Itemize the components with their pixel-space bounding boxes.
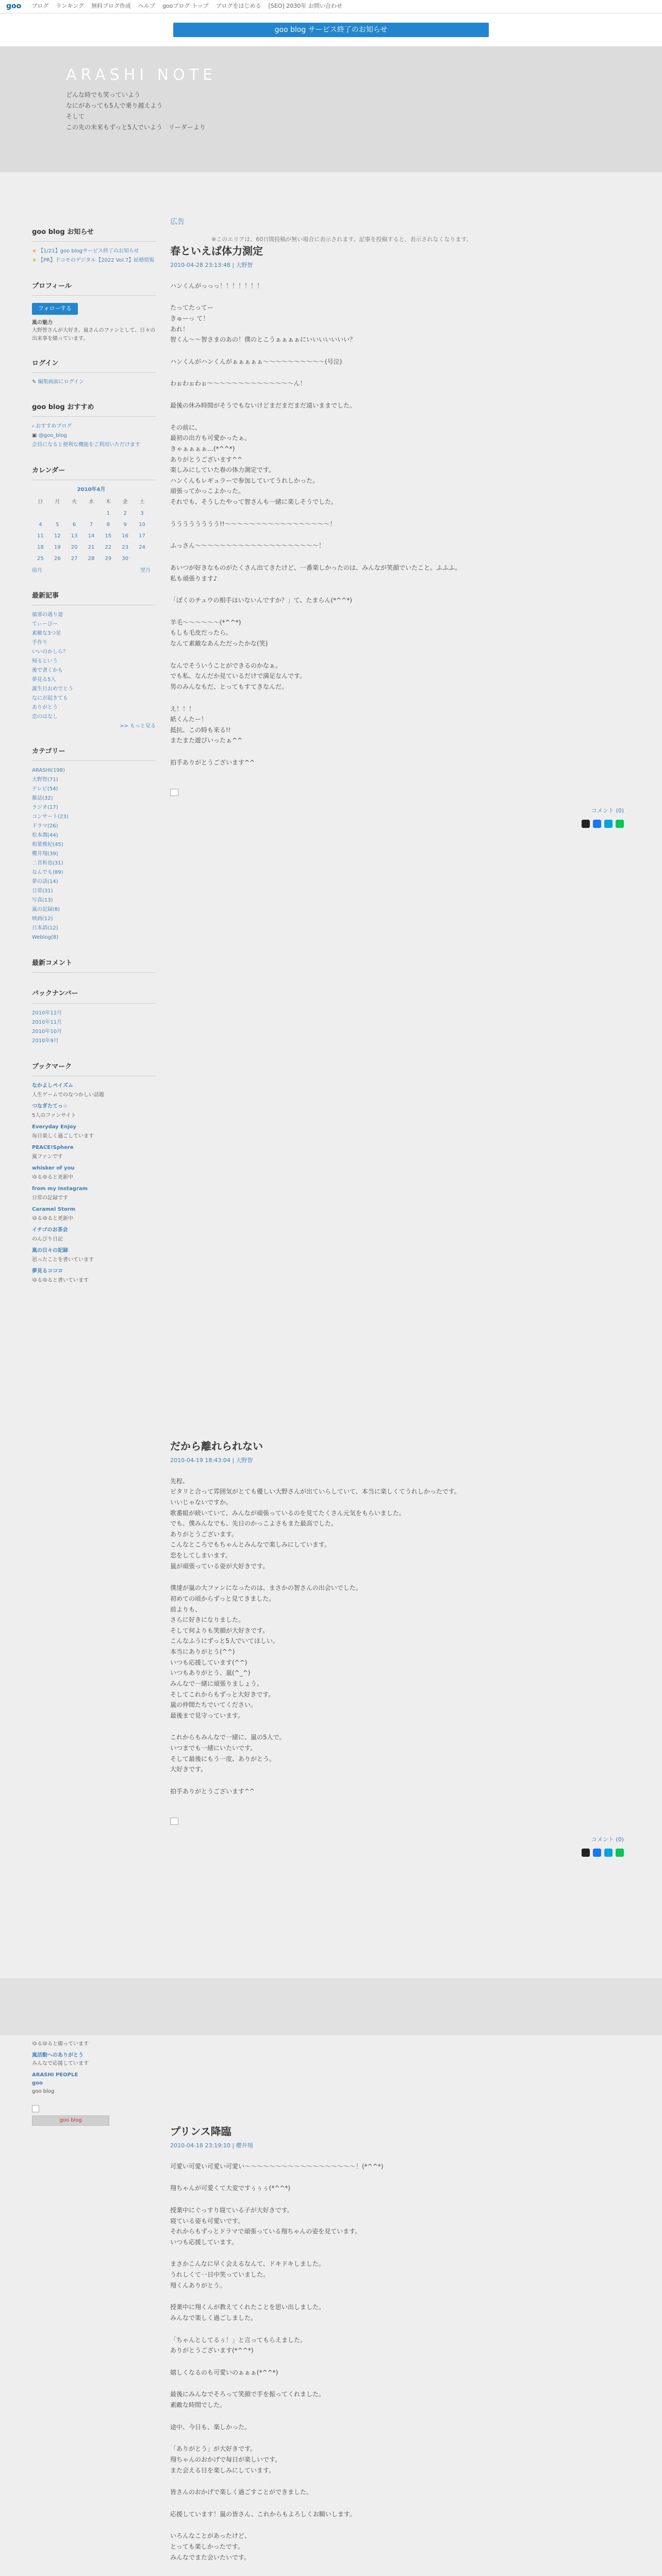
- service-end-notice[interactable]: goo blog サービス終了のお知らせ: [173, 23, 489, 37]
- calendar-day[interactable]: 15: [105, 533, 112, 539]
- bookmark-item: [32, 1143, 156, 1162]
- list-item: [32, 1009, 156, 1018]
- profile-heading: プロフィール: [32, 281, 156, 296]
- category-link[interactable]: ドラマ(26): [32, 823, 58, 829]
- goo-logo[interactable]: goo: [6, 2, 22, 10]
- list-item: [32, 905, 156, 914]
- bookmark-item: [32, 1164, 156, 1182]
- category-link[interactable]: 櫻井翔(39): [32, 851, 58, 857]
- category-link[interactable]: 映画(12): [32, 916, 53, 922]
- article-paragraph: その前に、 最初の出方も可愛かったぁ。 きゃぁぁぁぁ…(*^^*) ありがとうございます^^ 楽しみにしていた春の体力測定です。 ハンくんもレギュラーで参加していてうれしかった。 頑張ってかっこよかった。 それでも、そうしたやって智さんも一緒に楽しそうでした。: [170, 423, 338, 506]
- bookmark-desc: 嵐ファンです: [32, 1154, 63, 1160]
- chevron-right-icon: ›: [32, 423, 34, 430]
- bookmark-link[interactable]: つなぎたてっ☆: [32, 1103, 68, 1109]
- backnumber-link[interactable]: 2010年9月: [32, 1038, 59, 1044]
- backnumber-link[interactable]: 2010年12月: [32, 1010, 62, 1016]
- comment-link[interactable]: コメント (0): [591, 1836, 624, 1843]
- article-title[interactable]: プリンス降臨: [170, 2125, 231, 2138]
- article-paragraph: 拍手ありがとうございます^^: [170, 759, 255, 767]
- category-link[interactable]: 嵐の記録(8): [32, 907, 60, 913]
- blog-description: どんな時でも笑っていよう なにがあっても5人で乗り越えよう そして この先の未来もずっと5人でいよう リーダーより: [66, 91, 206, 131]
- article-paragraph: 嬉しくなるのも可愛いのぁぁぁ(*^^*): [170, 2368, 278, 2376]
- category-link[interactable]: 大野智(71): [32, 777, 58, 783]
- list-item: [32, 685, 156, 694]
- calendar-day[interactable]: 6: [72, 521, 76, 528]
- recommend-link-3[interactable]: 会員になると便利な機能をご利用いただけます: [32, 442, 140, 448]
- calendar-day[interactable]: 19: [54, 544, 61, 550]
- top-link-extra[interactable]: [SEO] 2030年 お問い合わせ: [268, 3, 342, 10]
- bookmark-desc: 日常の記録です: [32, 1195, 68, 1201]
- calendar-day: [83, 507, 100, 519]
- article-paragraph: いろんなことがあったけど、 とっても楽しかったです。 みんなでまた会いたいです。: [170, 2532, 251, 2561]
- x-share-icon[interactable]: [582, 1849, 590, 1857]
- category-link[interactable]: テレビ(54): [32, 786, 58, 792]
- calendar-weekday: 水: [88, 499, 94, 505]
- calendar-day[interactable]: 17: [139, 533, 145, 539]
- category-link[interactable]: 二宮和也(31): [32, 860, 63, 867]
- lower-head-2[interactable]: ARASHI PEOPLE: [32, 2072, 78, 2078]
- calendar-day[interactable]: 13: [71, 533, 78, 539]
- bookmark-item: [32, 1226, 156, 1244]
- sidebar-comments: [32, 958, 156, 973]
- list-item: [32, 822, 156, 831]
- follow-button[interactable]: フォローする: [32, 303, 78, 315]
- recent-article-link[interactable]: 誕生日おめでとう: [32, 686, 73, 692]
- calendar-weekday: 金: [122, 499, 128, 505]
- bookmark-link[interactable]: whisker of you: [32, 1165, 75, 1171]
- category-link[interactable]: 雑誌(32): [32, 795, 53, 802]
- calendar-day[interactable]: 11: [37, 533, 44, 539]
- article-paragraph: 途中、今日も、楽しかった。: [170, 2423, 251, 2431]
- bookmark-desc: 人生ゲームでのなつかしい話題: [32, 1092, 104, 1098]
- list-item: [32, 812, 156, 822]
- news-link-2[interactable]: 【PR】ドコモのデジタル【2022 Vol.7】結婚情報: [38, 258, 155, 264]
- calendar-weekday: 月: [55, 499, 60, 505]
- list-item: [32, 694, 156, 703]
- sidebar-recent: [32, 590, 156, 731]
- bookmark-desc: 毎日楽しく過ごしています: [32, 1133, 94, 1139]
- bookmark-desc: のんびり日記: [32, 1236, 63, 1242]
- list-item: [32, 713, 156, 722]
- blog-header: [0, 46, 662, 172]
- login-link[interactable]: 編集画面にログイン: [38, 379, 85, 385]
- ad-notice: ※このエリアは、60日間投稿が無い場合に表示されます。記事を投稿すると、表示されなくなります。: [211, 235, 472, 243]
- recent-heading: 最新記事: [32, 590, 156, 605]
- calendar-month: 2010年4月: [77, 487, 106, 493]
- article-paragraph: 皆さんのおかげで楽しく過ごすことができました。: [170, 2488, 313, 2496]
- article-title[interactable]: 春といえば体力測定: [170, 245, 263, 257]
- edit-icon: ✎: [32, 379, 37, 385]
- recent-article-link[interactable]: 夢見る5人: [32, 677, 56, 683]
- bookmark-desc: ゆるゆると更新中: [32, 1215, 73, 1222]
- news-link-1[interactable]: 【1/21】goo blogサービス終了のお知らせ: [38, 248, 139, 255]
- calendar-day[interactable]: 14: [88, 533, 95, 539]
- article-body: [170, 1476, 624, 1797]
- bookmark-desc: 思ったことを書いています: [32, 1257, 94, 1263]
- goo-blog-badge[interactable]: goo blog: [32, 2115, 109, 2126]
- list-item: [32, 859, 156, 868]
- bookmark-desc: ゆるゆると更新中: [32, 1174, 73, 1180]
- calendar-day: [66, 507, 83, 519]
- backnumber-heading: バックナンバー: [32, 988, 156, 1003]
- sidebar-recommend: [32, 402, 156, 450]
- article-paragraph: 羊毛～～～～～～(*^^*) もしも毛皮だったら。 なんて素敵なあんただったかな(笑): [170, 618, 268, 648]
- list-item: [32, 850, 156, 859]
- sidebar: [32, 227, 156, 1301]
- bookmark-item: [32, 1123, 156, 1141]
- bookmark-item: [32, 1184, 156, 1203]
- list-item: [32, 666, 156, 675]
- calendar-day[interactable]: 16: [122, 533, 128, 539]
- category-link[interactable]: 写真(13): [32, 897, 53, 904]
- article-paragraph: これからもみんなで一緒に、嵐の5人で。 いつまでも一緒にいたいです。 そして最後にもう一度、ありがとう。 大好きです。: [170, 1734, 286, 1773]
- recent-article-link[interactable]: 後で書くかも: [32, 668, 63, 674]
- list-item: [32, 1027, 156, 1037]
- recommend-link-2[interactable]: @goo_blog: [38, 433, 67, 439]
- calendar-day[interactable]: 5: [56, 521, 59, 528]
- facebook-share-icon[interactable]: [593, 1849, 601, 1857]
- recent-more-link[interactable]: >> もっと見る: [120, 723, 156, 730]
- bookmark-link[interactable]: Caramel Storm: [32, 1206, 76, 1212]
- lower-head-1[interactable]: 嵐活動へのありがとう: [32, 2053, 84, 2058]
- bookmark-heading: ブックマーク: [32, 1061, 156, 1076]
- bookmark-item: [32, 1102, 156, 1121]
- article-paragraph: わぉわぉわぉ～～～～～～～～～～～～～～ん！: [170, 380, 306, 387]
- sidebar-backnumber: [32, 988, 156, 1045]
- hatena-share-icon[interactable]: [604, 1849, 613, 1857]
- category-link[interactable]: ラジオ(17): [32, 805, 58, 811]
- article-body: [170, 281, 624, 768]
- star-icon: ★: [32, 248, 37, 255]
- twitter-icon: ▣: [32, 433, 37, 439]
- article-paragraph: 「ぼくのチュウの相手はいないんですか？」て、たまらん(*^^*): [170, 597, 352, 604]
- x-share-icon[interactable]: [582, 820, 590, 828]
- recent-article-link[interactable]: 風邪の通り道: [32, 612, 63, 618]
- list-item: [32, 785, 156, 794]
- article-paragraph: ふっさん～～～～～～～～～～～～～～～～～～～～！: [170, 542, 325, 550]
- sidebar-categories: [32, 746, 156, 942]
- list-item: [32, 1018, 156, 1027]
- article-date[interactable]: 2010-04-28 23:13:48 | 大野智: [170, 262, 253, 268]
- list-item: [32, 703, 156, 713]
- lower-head-3[interactable]: goo: [32, 2080, 43, 2086]
- recommend-heading: goo blog おすすめ: [32, 402, 156, 417]
- article-paragraph: 翔ちゃんが可愛くて大変ですぅぅぅ(*^^*): [170, 2184, 291, 2192]
- calendar-day[interactable]: 4: [39, 521, 42, 528]
- calendar-day[interactable]: 21: [88, 544, 95, 550]
- bookmark-link[interactable]: なかよしペイズム: [32, 1082, 73, 1089]
- article-paragraph: たってたってー きゅーっ て！ あれ！ 智くん～～智さまのあの！僕のとこうぁぁぁぁにいいいいいいい？: [170, 304, 356, 344]
- login-heading: ログイン: [32, 358, 156, 373]
- list-item: [32, 629, 156, 638]
- article-paragraph: 最後にみんなでそろって笑顔で手を振ってくれました。 素敵な時間でした。: [170, 2391, 325, 2409]
- sidebar-profile: [32, 281, 156, 343]
- bookmark-desc: ゆるゆると書いています: [32, 1277, 89, 1283]
- calendar-day: [134, 553, 151, 564]
- bookmark-link[interactable]: 嵐の日々の記録: [32, 1247, 68, 1253]
- recent-article-link[interactable]: 恋のはなし: [32, 714, 58, 720]
- calendar-day[interactable]: 2: [123, 510, 127, 516]
- bookmark-link[interactable]: 夢見るココロ: [32, 1268, 63, 1274]
- list-item: [32, 803, 156, 812]
- blog-article: [170, 1437, 624, 1857]
- calendar-weekday: 火: [72, 499, 77, 505]
- article-paragraph: [170, 2574, 624, 2576]
- calendar-day[interactable]: 3: [140, 510, 144, 516]
- top-nav-bar: [0, 0, 662, 13]
- lower-line-3: みんなで応援しています: [32, 2061, 89, 2066]
- sidebar-news: [32, 227, 156, 265]
- article-paragraph: 最後の休み時間がそうでもないけどまだまだまだ遠いままでした。: [170, 402, 356, 410]
- article-paragraph: 僕達が嵐の大ファンになったのは、まさかの智さんの出会いでした。 初めての頃からずっと見てきました。 前よりも、 さらに好きになりました。 そして何よりも笑顔が大好きです。 こんなふうにずっと5人でいてほしい。 本当にありがとう(^^) いつも応援しています(^^) いつもありがとう、嵐(^_^) みんなで一緒に頑張りましょう。 そしてこれからもずっと大好きです。 嵐の仲間たちでいてください。 最後まで見守っています。: [170, 1584, 362, 1719]
- article-paragraph: ハンくんがハンくんがぁぁぁぁぁ～～～～～～～～～～(号泣): [170, 358, 342, 365]
- bookmark-link[interactable]: PEACE!Sphere: [32, 1144, 74, 1150]
- calendar-day[interactable]: 18: [37, 544, 44, 550]
- list-item: [32, 868, 156, 877]
- calendar-day[interactable]: 30: [122, 555, 128, 562]
- category-link[interactable]: 相葉雅紀(45): [32, 842, 63, 848]
- category-link[interactable]: 日本語(12): [32, 925, 58, 931]
- ad-label: 広告: [170, 218, 185, 226]
- article-paragraph: え！！！ 紙くんたー！ 抵抗、この時も来る!! またまた遊びいったぁ^^: [170, 705, 243, 744]
- top-link-top[interactable]: gooブログ トップ: [162, 3, 209, 10]
- footer-band: [0, 1978, 662, 2035]
- recent-article-link[interactable]: ありがとう: [32, 705, 58, 711]
- category-link[interactable]: ARASHI(198): [32, 768, 65, 774]
- sidebar-login: [32, 358, 156, 386]
- category-link[interactable]: 日常(31): [32, 888, 53, 894]
- list-item: [32, 877, 156, 887]
- bookmark-item: [32, 1205, 156, 1224]
- star-icon: ★: [32, 258, 37, 264]
- calendar-day[interactable]: 28: [88, 555, 95, 562]
- calendar-table: [32, 485, 151, 564]
- profile-text: 大野智さんが大好き。嵐さんのファンとして、日々の出来事を綴っています。: [32, 328, 156, 342]
- sidebar-calendar: [32, 465, 156, 575]
- recent-article-link[interactable]: いいのかしら？: [32, 649, 68, 655]
- calendar-day[interactable]: 25: [37, 555, 44, 562]
- calendar-prev[interactable]: 前月: [32, 568, 42, 574]
- blog-title[interactable]: ARASHI NOTE: [66, 66, 217, 84]
- category-link[interactable]: Weblog(8): [32, 935, 59, 941]
- broken-image-icon: [170, 1818, 178, 1825]
- calendar-day[interactable]: 1: [106, 510, 110, 516]
- calendar-heading: カレンダー: [32, 465, 156, 480]
- top-link-help[interactable]: ヘルプ: [138, 3, 155, 10]
- list-item: [32, 620, 156, 629]
- article-paragraph: あいつが好きなものがたくさん出てきたけど、一番楽しかったのは、みんなが笑顔でいたこと。ふふふ。 私も頑張ります♪: [170, 564, 461, 582]
- article-paragraph: 「ありがとう」が大好きです。 翔ちゃんのおかげで毎日が楽しいです。 また会える日を楽しみにしています。: [170, 2445, 282, 2474]
- calendar-day[interactable]: 23: [122, 544, 128, 550]
- lower-line-4: goo blog: [32, 2089, 55, 2094]
- rss-icon[interactable]: [32, 2105, 39, 2112]
- top-link-blog[interactable]: ブログ: [31, 3, 49, 10]
- hatena-share-icon[interactable]: [604, 820, 613, 828]
- list-item: [32, 1037, 156, 1046]
- calendar-day[interactable]: 8: [106, 521, 110, 528]
- list-item: [32, 657, 156, 666]
- article-paragraph: 先程、 ピタリと合って雰囲気がとても優しい大野さんが出ていらしていて、本当に楽しくてうれしかったです。 いいじゃないですか。 歌番組が続いていて、みんなが頑張っているのを見てたくさん元気をもらいました。 でも、僕みんなでも、先日のかっこよさもまた最高でした。 ありがとうございます。 こんなところでもちゃんとみんなで楽しみにしています。 恋をしてしまいます。 嵐が頑張っている姿が大好きです。: [170, 1477, 460, 1570]
- recent-article-link[interactable]: 素敵な3つ星: [32, 631, 61, 637]
- article-title[interactable]: だから離れられない: [170, 1440, 263, 1452]
- blog-article: [170, 242, 624, 828]
- bookmark-desc: 5人のファンサイト: [32, 1112, 76, 1118]
- calendar-day: [32, 507, 49, 519]
- bookmark-item: [32, 1246, 156, 1265]
- article-paragraph: なんでそういうことができるのかなぁ。 でも私、なんだか見ているだけで満足なんです。 男のみんなもだ、とってもすてきなんだ。: [170, 662, 306, 690]
- list-item: [32, 887, 156, 896]
- article-paragraph: まさかこんなに早く会えるなんて、ドキドキしました。 うれしくて一日中笑っていました。 翔くんありがとう。: [170, 2260, 325, 2289]
- article-paragraph: 「ちゃんとしてるぅ！」と言ってもらえました。 ありがとうございます(*^^*): [170, 2336, 307, 2354]
- article-paragraph: 可愛い可愛い可愛い可愛い～～～～～～～～～～～～～～～～～～！(*^^*): [170, 2162, 384, 2170]
- calendar-weekday: 日: [38, 499, 43, 505]
- list-item: [32, 611, 156, 620]
- blog-article: [170, 2123, 624, 2576]
- profile-name: 嵐の魅力: [32, 319, 53, 326]
- calendar-weekday: 土: [139, 499, 145, 505]
- sidebar-bookmarks: [32, 1061, 156, 1285]
- list-item: [32, 775, 156, 785]
- list-item: [32, 648, 156, 657]
- backnumber-link[interactable]: 2010年11月: [32, 1019, 62, 1025]
- calendar-day[interactable]: 10: [139, 521, 145, 528]
- calendar-day[interactable]: 7: [89, 521, 93, 528]
- broken-image-icon: [170, 789, 178, 796]
- list-item: [32, 914, 156, 924]
- main-content: [170, 206, 624, 2561]
- backnumber-link[interactable]: 2010年10月: [32, 1028, 62, 1035]
- bookmark-link[interactable]: イチゴのお茶会: [32, 1227, 68, 1233]
- article-date[interactable]: 2010-04-18 23:19:10 | 櫻井翔: [170, 2142, 253, 2149]
- recent-article-link[interactable]: 帰るという: [32, 658, 58, 665]
- bookmark-item: [32, 1267, 156, 1285]
- calendar-day[interactable]: 26: [54, 555, 61, 562]
- line-share-icon[interactable]: [616, 1849, 624, 1857]
- top-link-create[interactable]: 無料ブログ作成: [91, 3, 131, 10]
- lower-line-1: ゆるゆると綴っています: [32, 2041, 89, 2047]
- article-paragraph: 授業中にぐっすり寝ている子が大好きです。 寝ている姿も可愛いです。 それからもずっとドラマで頑張っている翔ちゃんの姿を見ています。 いつも応援しています。: [170, 2206, 361, 2246]
- facebook-share-icon[interactable]: [593, 820, 601, 828]
- list-item: [32, 766, 156, 775]
- list-item: [32, 924, 156, 933]
- list-item: [32, 933, 156, 942]
- calendar-day[interactable]: 12: [54, 533, 61, 539]
- comment-heading: 最新コメント: [32, 958, 156, 973]
- list-item: [32, 840, 156, 850]
- category-link[interactable]: コンサート(23): [32, 814, 69, 820]
- recent-article-link[interactable]: なにが起きても: [32, 696, 68, 702]
- calendar-next[interactable]: 翌月: [140, 568, 151, 574]
- notice-area: [0, 13, 662, 46]
- bookmark-link[interactable]: from my Instagram: [32, 1185, 88, 1192]
- article-paragraph: うううううううう!!～～～～～～～～～～～～～～～～～！: [170, 520, 336, 528]
- calendar-day[interactable]: 24: [139, 544, 145, 550]
- category-link[interactable]: なんでも(89): [32, 870, 63, 876]
- recent-article-link[interactable]: 手作り: [32, 640, 47, 646]
- list-item: [32, 794, 156, 803]
- bookmark-item: [32, 1081, 156, 1100]
- article-paragraph: 授業中に翔くんが教えてくれたことを思い出しました。 みんなで楽しく過ごしました。: [170, 2303, 325, 2321]
- category-heading: カテゴリー: [32, 746, 156, 761]
- article-paragraph: 拍手ありがとうございます^^: [170, 1787, 255, 1795]
- list-item: [32, 896, 156, 905]
- category-link[interactable]: 松本潤(44): [32, 833, 58, 839]
- list-item: [32, 831, 156, 840]
- article-paragraph: ハンくんがっっっ！！！！！！！: [170, 282, 263, 290]
- recommend-link-1[interactable]: おすすめブログ: [36, 423, 72, 430]
- list-item: [32, 675, 156, 685]
- calendar-day: [49, 507, 66, 519]
- article-body: [170, 2161, 624, 2576]
- calendar-day[interactable]: 22: [105, 544, 112, 550]
- news-heading: goo blog お知らせ: [32, 227, 156, 242]
- bookmark-link[interactable]: Everyday Enjoy: [32, 1124, 76, 1130]
- article-paragraph: 応援しています！嵐の皆さん、これからもよろしくお願いします。: [170, 2510, 356, 2518]
- comment-link[interactable]: コメント (0): [591, 807, 624, 814]
- line-share-icon[interactable]: [616, 820, 624, 828]
- calendar-day[interactable]: 29: [105, 555, 112, 562]
- calendar-day[interactable]: 9: [123, 521, 127, 528]
- article-date[interactable]: 2010-04-19 18:43:04 | 大野智: [170, 1457, 253, 1464]
- recent-article-link[interactable]: てぃーびー: [32, 621, 58, 628]
- calendar-day[interactable]: 27: [71, 555, 78, 562]
- category-link[interactable]: 夢の話(14): [32, 879, 58, 885]
- top-link-ranking[interactable]: ランキング: [56, 3, 84, 10]
- lower-sidebar: [32, 2040, 156, 2126]
- list-item: [32, 638, 156, 648]
- top-link-start[interactable]: ブログをはじめる: [216, 3, 261, 10]
- calendar-day[interactable]: 20: [71, 544, 78, 550]
- calendar-weekday: 木: [105, 499, 111, 505]
